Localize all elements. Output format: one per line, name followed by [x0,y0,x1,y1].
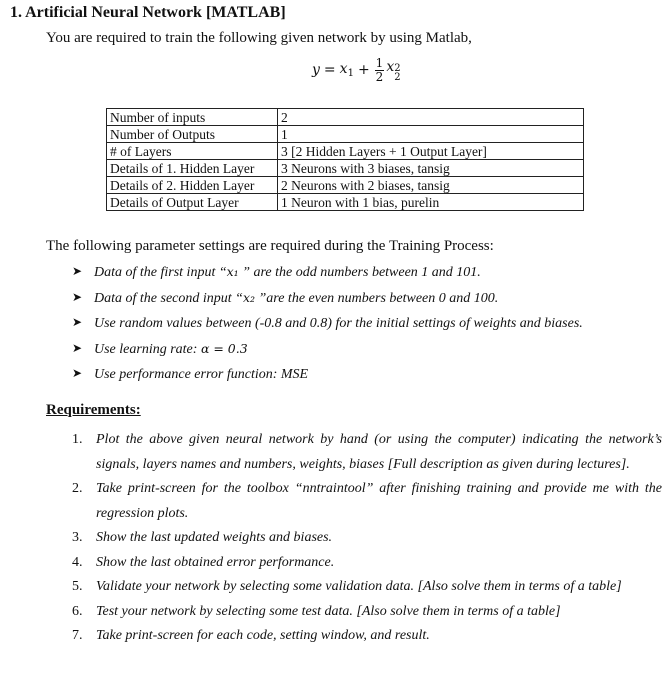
requirement-text: Validate your network by selecting some validation data. [Also solve them in terms of a table] [96,579,622,594]
intro-text: You are required to train the following given network by using Matlab, [46,30,472,46]
list-item [72,526,662,551]
requirement-text: Show the last obtained error performance. [96,554,335,570]
arrow-bullet-icon: ➤ [72,289,83,304]
param-math: x₁ [226,264,239,279]
param-text-pre: Data of the second input “ [94,290,243,306]
param-text-pre: Use learning rate: [94,341,201,357]
param-text-post: ” are the odd numbers between 1 and 101. [238,265,481,280]
param-text-post: ”are the even numbers between 0 and 100. [255,290,499,306]
list-item [72,264,583,290]
table-row [107,177,584,194]
formula-term2: x 2 2 [386,58,401,83]
table-cell-label: Details of 2. Hidden Layer [107,177,278,194]
requirement-number: 1. [72,432,83,447]
list-item [72,315,583,341]
table-cell-value: 1 Neuron with 1 bias, purelin [278,194,584,211]
network-formula [312,50,401,90]
table-cell-value: 2 Neurons with 2 biases, tansig [278,177,584,194]
table-cell-label: Details of Output Layer [107,194,278,211]
formula-term1: $x_1$ [339,61,354,79]
param-math: α = 0.3 [200,340,248,356]
param-text-pre: Data of the first input “ [94,265,227,280]
list-item [72,341,583,367]
table-row [107,194,584,211]
list-item [72,477,662,526]
param-text-pre: Use performance error function: MSE [94,367,309,382]
table-cell-value: 1 [278,126,584,143]
table-cell-label: # of Layers [107,143,278,160]
formula-equals: = [323,62,336,78]
table-row [107,160,584,177]
params-list [72,264,583,392]
section-heading: 1. Artificial Neural Network [MATLAB] [10,4,286,21]
table-cell-value: 3 Neurons with 3 biases, tansig [278,160,584,177]
table-cell-label: Number of inputs [107,109,278,126]
table-cell-label: Details of 1. Hidden Layer [107,160,278,177]
requirement-number: 7. [72,628,83,643]
params-title: The following parameter settings are required during the Training Process: [46,238,494,254]
list-item [72,575,662,600]
list-item [72,428,662,477]
network-spec-table [106,108,584,211]
table-cell-value: 2 [278,109,584,126]
requirement-number: 5. [72,579,83,594]
arrow-bullet-icon: ➤ [72,315,83,329]
requirement-text: Take print-screen for each code, setting window, and result. [96,628,430,643]
requirement-text: Take print-screen for the toolbox “nntraintool” after finishing training and provide me with the regression plots. [96,481,662,521]
requirement-text: Test your network by selecting some test data. [Also solve them in terms of a table] [96,603,561,619]
requirement-number: 2. [72,481,83,496]
param-text-pre: Use random values between (-0.8 and 0.8) for the initial settings of weights and biases. [94,316,583,331]
list-item [72,366,583,392]
list-item [72,624,662,649]
formula-fraction: $\frac{1}{2}$ [375,55,384,84]
requirement-text: Show the last updated weights and biases. [96,530,333,545]
requirement-text: Plot the above given neural network by hand (or using the computer) indicating the network’s signals, layers names and numbers, weights, biases [Full description as given during lectures]. [96,432,662,472]
formula-lhs: y [312,62,320,78]
list-item [72,551,662,576]
requirement-number: 6. [72,603,83,619]
requirement-number: 4. [72,554,83,570]
table-row [107,126,584,143]
param-math: x₂ [242,289,255,305]
requirements-list [72,428,662,649]
list-item [72,600,662,625]
table-cell-label: Number of Outputs [107,126,278,143]
formula-plus: + [357,62,370,78]
arrow-bullet-icon: ➤ [72,264,83,278]
arrow-bullet-icon: ➤ [72,366,83,380]
table-row [107,143,584,160]
requirements-title: Requirements: [46,402,141,418]
list-item [72,290,583,316]
table-cell-value: 3 [2 Hidden Layers + 1 Output Layer] [278,143,584,160]
arrow-bullet-icon: ➤ [72,340,83,355]
requirement-number: 3. [72,530,83,545]
table-row [107,109,584,126]
